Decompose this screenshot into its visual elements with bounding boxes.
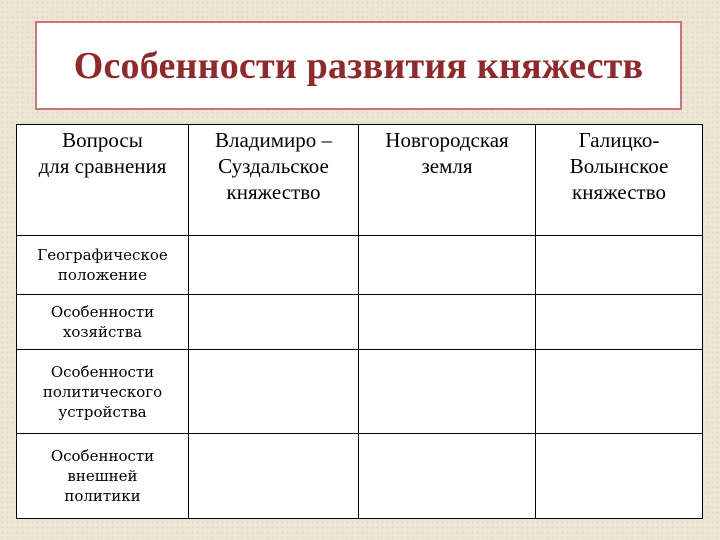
table-row-geography bbox=[17, 236, 703, 295]
row-label-foreign-policy: Особенности внешней политики bbox=[17, 434, 189, 519]
cell-economy-novgorod bbox=[359, 295, 536, 350]
header-row bbox=[17, 125, 703, 236]
row-label-geography: Географическое положение bbox=[17, 236, 189, 295]
cell-geography-novgorod bbox=[359, 236, 536, 295]
row-label-political: Особенности политического устройства bbox=[17, 350, 189, 434]
header-questions: Вопросы для сравнения bbox=[17, 125, 189, 236]
slide-title: Особенности развития княжеств bbox=[73, 44, 644, 87]
cell-political-vladimir bbox=[189, 350, 359, 434]
cell-foreign-policy-vladimir bbox=[189, 434, 359, 519]
cell-foreign-policy-galicia bbox=[536, 434, 703, 519]
cell-foreign-policy-novgorod bbox=[359, 434, 536, 519]
cell-political-novgorod bbox=[359, 350, 536, 434]
header-vladimir-suzdal: Владимиро – Суздальское княжество bbox=[189, 125, 359, 236]
row-label-economy: Особенности хозяйства bbox=[17, 295, 189, 350]
header-galicia-volhynia: Галицко- Волынское княжество bbox=[536, 125, 703, 236]
comparison-table bbox=[16, 124, 703, 519]
header-novgorod: Новгородская земля bbox=[359, 125, 536, 236]
cell-economy-vladimir bbox=[189, 295, 359, 350]
table-row-political bbox=[17, 350, 703, 434]
table-row-economy bbox=[17, 295, 703, 350]
table-row-foreign-policy bbox=[17, 434, 703, 519]
cell-geography-galicia bbox=[536, 236, 703, 295]
cell-economy-galicia bbox=[536, 295, 703, 350]
title-box bbox=[35, 21, 682, 110]
cell-geography-vladimir bbox=[189, 236, 359, 295]
cell-political-galicia bbox=[536, 350, 703, 434]
